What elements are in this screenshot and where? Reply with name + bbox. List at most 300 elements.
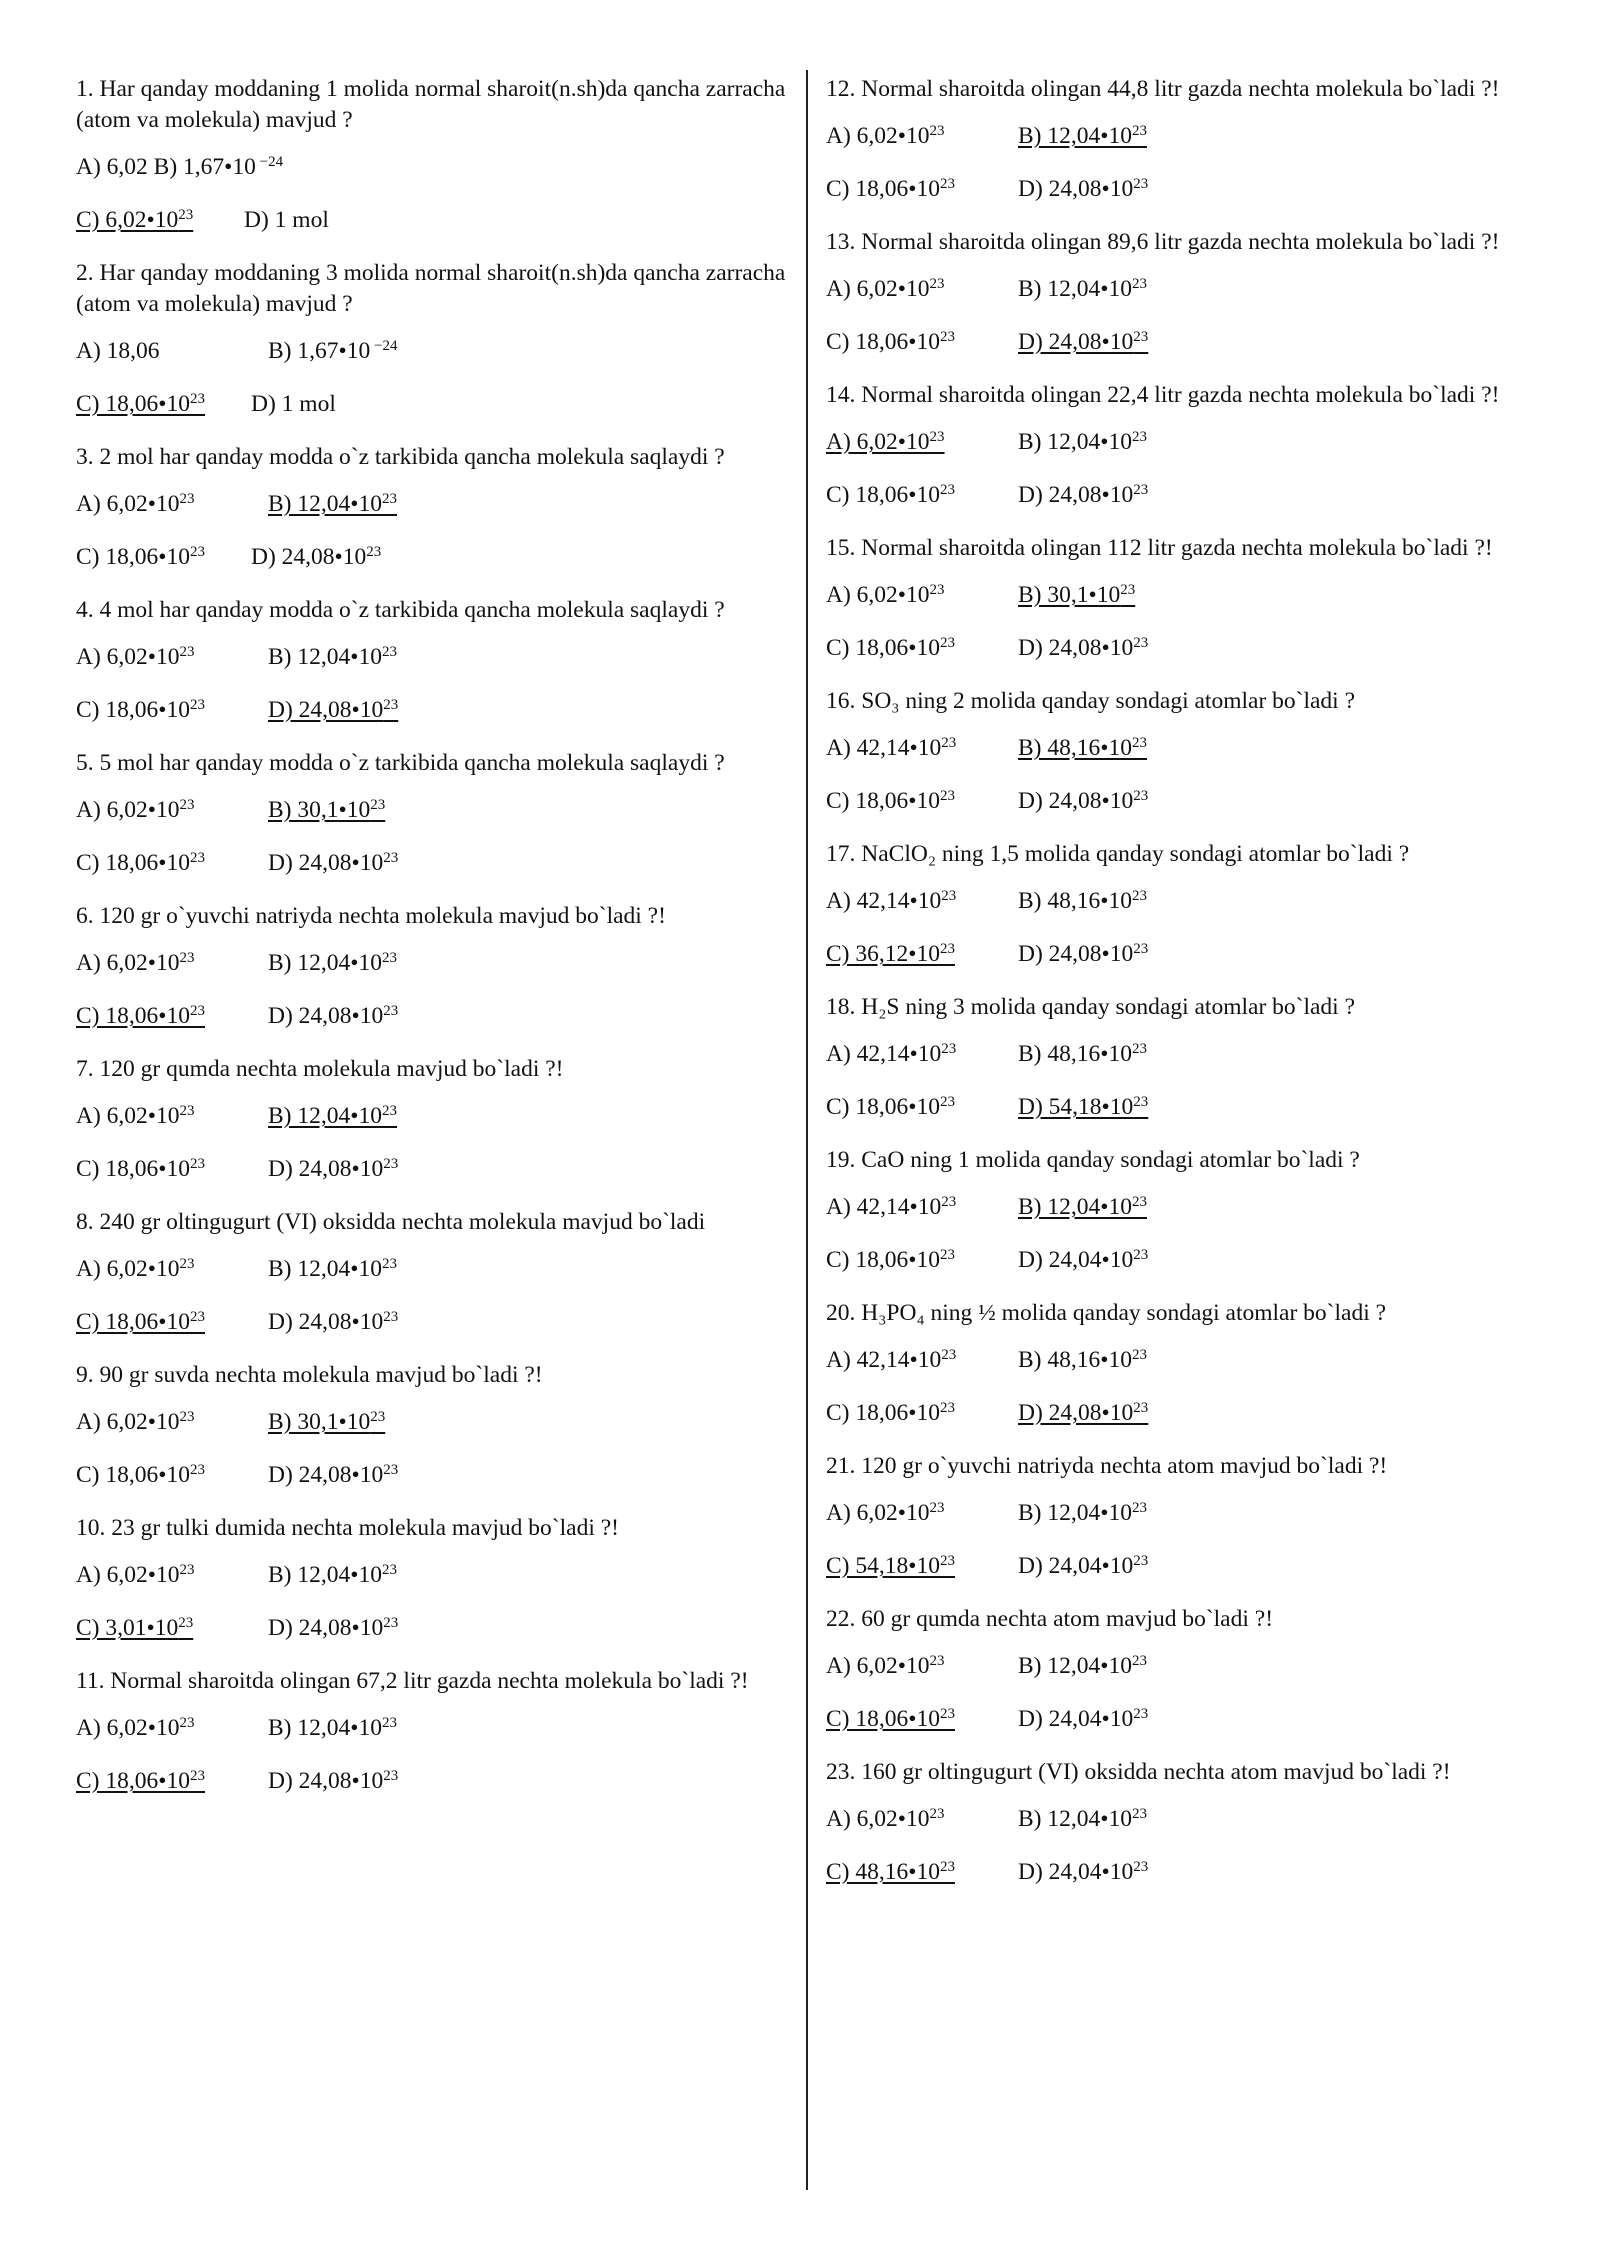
question-text: 9. 90 gr suvda nechta molekula mavjud bo`ladi ?! [76,1362,543,1388]
option-label: D) 24,08•10 [251,544,367,570]
answer-option [1018,1551,1148,1582]
question-text: 14. Normal sharoitda olingan 22,4 litr gazda nechta molekula bo`ladi ?! [826,382,1500,408]
option-exponent: 23 [1131,1653,1147,1669]
options-row [76,1407,796,1460]
answer-option [76,948,195,979]
answer-option [826,1498,945,1529]
option-exponent: 23 [939,1094,955,1110]
option-exponent: 23 [939,176,955,192]
option-label: C) 18,06•10 [826,482,940,508]
option-exponent: 23 [941,1041,957,1057]
question-text: 4. 4 mol har qanday modda o`z tarkibida qancha molekula saqlaydi ? [76,597,725,623]
option-exponent: 23 [929,123,945,139]
answer-option [1018,1039,1147,1070]
question-item [826,1145,1546,1298]
options-row [826,1192,1546,1245]
answer-option-correct [1018,1192,1147,1223]
options-row [826,174,1546,227]
option-exponent: 23 [370,1409,386,1425]
answer-option [76,1154,205,1185]
option-exponent: 23 [941,1194,957,1210]
answer-option [1018,174,1148,205]
answer-option [1018,1651,1147,1682]
option-exponent: 23 [1120,582,1136,598]
question-item [76,901,796,1054]
options-row [76,1713,796,1766]
answer-option [826,1345,956,1376]
answer-option [76,1407,195,1438]
question-text: 5. 5 mol har qanday modda o`z tarkibida qancha molekula saqlaydi ? [76,750,725,776]
question-text: 1. Har qanday moddaning 1 molida normal sharoit(n.sh)da qancha zarracha (atom va molekula) mavjud ? [76,76,786,133]
option-label: A) 6,02•10 [826,1500,930,1526]
options-row [76,1307,796,1360]
question-text: 3. 2 mol har qanday modda o`z tarkibida qancha molekula saqlaydi ? [76,444,725,470]
answer-option [826,1039,956,1070]
option-exponent: 23 [929,429,945,445]
option-label: C) 3,01•10 [76,1615,179,1641]
option-label: C) 18,06•10 [826,788,940,814]
options-row [826,480,1546,533]
answer-option-correct [268,695,398,726]
answer-option [1018,939,1148,970]
option-label: D) 1 mol [244,207,329,233]
option-exponent: 23 [1131,888,1147,904]
answer-option [268,1713,397,1744]
answer-option [76,542,205,573]
option-exponent: 23 [381,1103,397,1119]
question-text: 20. H₃PO₄ ning ½ molida qanday sondagi atomlar bo`ladi ? [826,1300,1387,1326]
option-label: A) 6,02•10 [76,950,180,976]
options-row [826,1804,1546,1857]
option-exponent: 23 [179,1562,195,1578]
option-exponent: 23 [381,950,397,966]
option-label: D) 24,08•10 [1018,788,1134,814]
options-row [76,848,796,901]
answer-option [1018,1498,1147,1529]
option-exponent: 23 [189,544,205,560]
option-label: B) 12,04•10 [268,1562,382,1588]
option-label: A) 6,02•10 [826,1653,930,1679]
option-label: B) 12,04•10 [1018,276,1132,302]
answer-option [1018,274,1147,305]
question-text: 19. CaO ning 1 molida qanday sondagi atomlar bo`ladi ? [826,1147,1360,1173]
question-text: 12. Normal sharoitda olingan 44,8 litr gazda nechta molekula bo`ladi ?! [826,76,1500,102]
option-exponent: 23 [1133,1859,1149,1875]
option-exponent: 23 [366,544,382,560]
option-label: D) 24,08•10 [1018,1400,1134,1426]
options-row [826,786,1546,839]
question-item [826,533,1546,686]
option-label: B) 12,04•10 [268,644,382,670]
option-label: D) 24,08•10 [268,1615,384,1641]
question-text: 15. Normal sharoitda olingan 112 litr gazda nechta molekula bo`ladi ?! [826,535,1493,561]
answer-option-correct [76,1766,205,1797]
answer-option-correct [1018,580,1135,611]
option-exponent: 23 [383,1615,399,1631]
question-item [826,380,1546,533]
answer-option [826,1804,945,1835]
question-text: 13. Normal sharoitda olingan 89,6 litr gazda nechta molekula bo`ladi ?! [826,229,1500,255]
question-text: 10. 23 gr tulki dumida nechta molekula mavjud bo`ladi ?! [76,1515,619,1541]
option-label: D) 24,04•10 [1018,1706,1134,1732]
option-exponent: 23 [383,1309,399,1325]
option-exponent: 23 [1133,1553,1149,1569]
option-label: C) 18,06•10 [826,176,940,202]
options-row [76,1254,796,1307]
question-item [76,1513,796,1666]
option-label: D) 24,08•10 [268,697,384,723]
option-exponent: 23 [941,735,957,751]
question-item [76,74,796,258]
option-label: D) 24,08•10 [1018,482,1134,508]
answer-option [826,733,956,764]
question-text: 7. 120 gr qumda nechta molekula mavjud bo`ladi ?! [76,1056,564,1082]
answer-option [268,1254,397,1285]
option-label: B) 30,1•10 [1018,582,1121,608]
option-label: B) 48,16•10 [1018,888,1132,914]
answer-option [1018,1245,1148,1276]
question-text: 22. 60 gr qumda nechta atom mavjud bo`ladi ?! [826,1606,1274,1632]
option-exponent: 23 [178,207,194,223]
answer-option [826,633,955,664]
option-label: C) 18,06•10 [826,1094,940,1120]
answer-option [76,1101,195,1132]
question-item [76,1207,796,1360]
option-exponent: 23 [941,1347,957,1363]
options-row [826,1245,1546,1298]
options-row [76,336,796,389]
options-row [826,580,1546,633]
question-item [76,1666,796,1819]
option-label: D) 24,08•10 [1018,635,1134,661]
options-row [826,1498,1546,1551]
option-exponent: 23 [1131,1194,1147,1210]
option-exponent: 23 [939,1859,955,1875]
answer-option [826,786,955,817]
answer-option-correct [76,1001,205,1032]
answer-option [268,642,397,673]
option-exponent: 23 [1133,941,1149,957]
option-exponent: 23 [929,1653,945,1669]
option-exponent: 23 [1131,123,1147,139]
option-exponent: 23 [189,1156,205,1172]
option-exponent: 23 [1131,429,1147,445]
option-exponent: 23 [1131,735,1147,751]
question-text: 16. SO₃ ning 2 molida qanday sondagi atomlar bo`ladi ? [826,688,1356,714]
option-exponent: 23 [1133,1094,1149,1110]
option-label: D) 24,04•10 [1018,1247,1134,1273]
option-label: D) 24,08•10 [268,850,384,876]
option-exponent: 23 [179,1409,195,1425]
option-exponent: 23 [179,797,195,813]
question-item [76,442,796,595]
answer-option [826,121,945,152]
option-label: C) 48,16•10 [826,1859,940,1885]
options-row [76,642,796,695]
option-label: D) 24,08•10 [1018,329,1134,355]
question-text: 2. Har qanday moddaning 3 molida normal sharoit(n.sh)da qancha zarracha (atom va molekula) mavjud ? [76,260,786,317]
option-exponent: 23 [383,697,399,713]
option-label: C) 18,06•10 [76,1156,190,1182]
option-exponent: 23 [929,1806,945,1822]
answer-option [76,642,195,673]
option-label: D) 24,08•10 [268,1003,384,1029]
option-exponent: 23 [939,1706,955,1722]
option-exponent: 23 [189,1309,205,1325]
option-label: C) 18,06•10 [76,697,190,723]
answer-option [1018,1857,1148,1888]
answer-option-correct [268,1407,385,1438]
question-item [826,1298,1546,1451]
options-row [76,489,796,542]
options-row [826,1651,1546,1704]
option-exponent: 23 [189,850,205,866]
question-item [826,839,1546,992]
option-exponent: 23 [1133,635,1149,651]
option-exponent: 23 [929,276,945,292]
answer-option [1018,786,1148,817]
option-label: B) 12,04•10 [1018,1653,1132,1679]
options-row [76,795,796,848]
option-exponent: 23 [383,850,399,866]
option-label: D) 24,04•10 [1018,1859,1134,1885]
option-exponent: 23 [1133,1706,1149,1722]
question-text: 21. 120 gr o`yuvchi natriyda nechta atom mavjud bo`ladi ?! [826,1453,1388,1479]
option-label: A) 42,14•10 [826,1194,942,1220]
option-label: A) 6,02•10 [76,797,180,823]
option-label: B) 12,04•10 [1018,1806,1132,1832]
answer-option [826,174,955,205]
option-exponent: 23 [1133,788,1149,804]
options-row [76,948,796,1001]
answer-option-correct [1018,327,1148,358]
option-label: A) 6,02•10 [76,491,180,517]
options-row [826,1551,1546,1604]
option-exponent: 23 [381,1256,397,1272]
option-label: A) 6,02•10 [826,429,930,455]
option-exponent: 23 [178,1615,194,1631]
option-label: A) 6,02 B) 1,67•10 [76,154,256,180]
answer-option [76,336,160,367]
option-label: C) 18,06•10 [826,1706,940,1732]
question-item [826,1451,1546,1604]
question-item [76,748,796,901]
options-row [76,152,796,205]
question-text: 18. H₂S ning 3 molida qanday sondagi atomlar bo`ladi ? [826,994,1356,1020]
options-row [76,1154,796,1207]
option-label: A) 6,02•10 [76,1409,180,1435]
option-exponent: 23 [1133,482,1149,498]
option-label: D) 24,08•10 [268,1156,384,1182]
option-exponent: 23 [383,1768,399,1784]
answer-option-correct [826,1551,955,1582]
answer-option-correct [1018,733,1147,764]
answer-option-correct [76,205,193,236]
answer-option [76,1460,205,1491]
question-item [826,227,1546,380]
option-exponent: 23 [189,391,205,407]
option-label: A) 42,14•10 [826,735,942,761]
answer-option [268,1460,398,1491]
option-exponent: 23 [939,941,955,957]
answer-option [826,274,945,305]
answer-option-correct [1018,121,1147,152]
option-label: B) 48,16•10 [1018,1041,1132,1067]
option-label: A) 6,02•10 [76,1562,180,1588]
option-exponent: 23 [179,1103,195,1119]
question-text: 23. 160 gr oltingugurt (VI) oksidda nechta atom mavjud bo`ladi ?! [826,1759,1451,1785]
options-row [826,1039,1546,1092]
option-exponent: 23 [939,635,955,651]
answer-option [826,1651,945,1682]
question-item [76,1360,796,1513]
option-label: D) 24,08•10 [1018,176,1134,202]
options-row [826,327,1546,380]
option-exponent: 23 [1131,1806,1147,1822]
option-label: C) 18,06•10 [76,1768,190,1794]
answer-option-correct [268,1101,397,1132]
options-row [76,1766,796,1819]
answer-option-correct [76,389,205,420]
question-text: 8. 240 gr oltingugurt (VI) oksidda nechta molekula mavjud bo`ladi [76,1209,706,1235]
option-label: C) 18,06•10 [826,1400,940,1426]
option-exponent: 23 [1133,329,1149,345]
question-item [826,686,1546,839]
answer-option-correct [76,1307,205,1338]
answer-option [1018,1704,1148,1735]
answer-option [76,695,205,726]
option-label: C) 18,06•10 [76,544,190,570]
option-label: A) 6,02•10 [76,644,180,670]
answer-option-correct [268,795,385,826]
answer-option [1018,886,1147,917]
answer-option-correct [826,1857,955,1888]
option-exponent: 23 [383,1156,399,1172]
option-exponent: 23 [179,491,195,507]
options-row [826,886,1546,939]
options-row [76,695,796,748]
answer-option [826,1398,955,1429]
option-label: A) 6,02•10 [76,1715,180,1741]
answer-option [268,1001,398,1032]
options-row [76,1613,796,1666]
question-item [76,595,796,748]
answer-option [268,1307,398,1338]
options-row [826,1398,1546,1451]
option-exponent: 23 [1133,1247,1149,1263]
option-label: C) 54,18•10 [826,1553,940,1579]
option-label: C) 36,12•10 [826,941,940,967]
option-label: B) 12,04•10 [268,1103,382,1129]
option-label: B) 48,16•10 [1018,735,1132,761]
option-label: A) 18,06 [76,338,160,364]
option-label: A) 6,02•10 [826,123,930,149]
option-label: B) 12,04•10 [1018,1194,1132,1220]
option-label: C) 6,02•10 [76,207,179,233]
answer-option [1018,1804,1147,1835]
answer-option-correct [826,1704,955,1735]
options-row [76,389,796,442]
options-row [76,1560,796,1613]
answer-option [76,1713,195,1744]
answer-option [826,327,955,358]
option-label: D) 24,08•10 [268,1309,384,1335]
option-label: D) 1 mol [251,391,336,417]
answer-option [251,389,336,420]
option-label: C) 18,06•10 [76,1003,190,1029]
option-label: C) 18,06•10 [826,329,940,355]
option-exponent: 23 [1131,1347,1147,1363]
option-label: A) 42,14•10 [826,888,942,914]
option-label: C) 18,06•10 [826,1247,940,1273]
option-label: B) 12,04•10 [1018,1500,1132,1526]
option-label: A) 6,02•10 [826,582,930,608]
option-label: C) 18,06•10 [76,1462,190,1488]
options-row [76,1101,796,1154]
option-label: D) 24,04•10 [1018,1553,1134,1579]
option-exponent: 23 [179,950,195,966]
answer-option-correct [268,489,397,520]
options-row [826,633,1546,686]
option-label: A) 6,02•10 [826,276,930,302]
answer-option [268,848,398,879]
option-exponent: 23 [189,1768,205,1784]
options-row [826,121,1546,174]
option-exponent: 23 [179,1256,195,1272]
answer-option [251,542,381,573]
options-row [826,733,1546,786]
question-text: 6. 120 gr o`yuvchi natriyda nechta molekula mavjud bo`ladi ?! [76,903,666,929]
option-exponent: 23 [381,491,397,507]
option-exponent: 23 [939,1400,955,1416]
option-exponent: 23 [1133,176,1149,192]
option-exponent: 23 [179,1715,195,1731]
option-exponent: 23 [941,888,957,904]
question-item [76,258,796,442]
answer-option [268,1154,398,1185]
option-label: A) 42,14•10 [826,1041,942,1067]
left-column [76,74,796,1819]
answer-option [268,1560,397,1591]
answer-option [268,1766,398,1797]
option-label: B) 12,04•10 [1018,429,1132,455]
options-row [826,427,1546,480]
option-label: A) 6,02•10 [76,1256,180,1282]
answer-option [244,205,329,236]
option-exponent: 23 [381,1715,397,1731]
option-label: B) 12,04•10 [268,491,382,517]
question-item [76,1054,796,1207]
answer-option [76,1560,195,1591]
answer-option [1018,1345,1147,1376]
answer-option-correct [1018,1092,1148,1123]
answer-option [826,1192,956,1223]
option-exponent: 23 [929,1500,945,1516]
answer-option [826,580,945,611]
option-exponent: 23 [939,482,955,498]
answer-option-correct [76,1613,193,1644]
option-label: B) 1,67•10 [268,338,371,364]
option-exponent: 23 [383,1003,399,1019]
option-exponent: −24 [370,338,398,354]
options-row [76,1001,796,1054]
options-row [826,1345,1546,1398]
answer-option-correct [1018,1398,1148,1429]
option-exponent: 23 [929,582,945,598]
option-exponent: 23 [1133,1400,1149,1416]
question-item [826,1604,1546,1757]
option-exponent: 23 [189,1462,205,1478]
